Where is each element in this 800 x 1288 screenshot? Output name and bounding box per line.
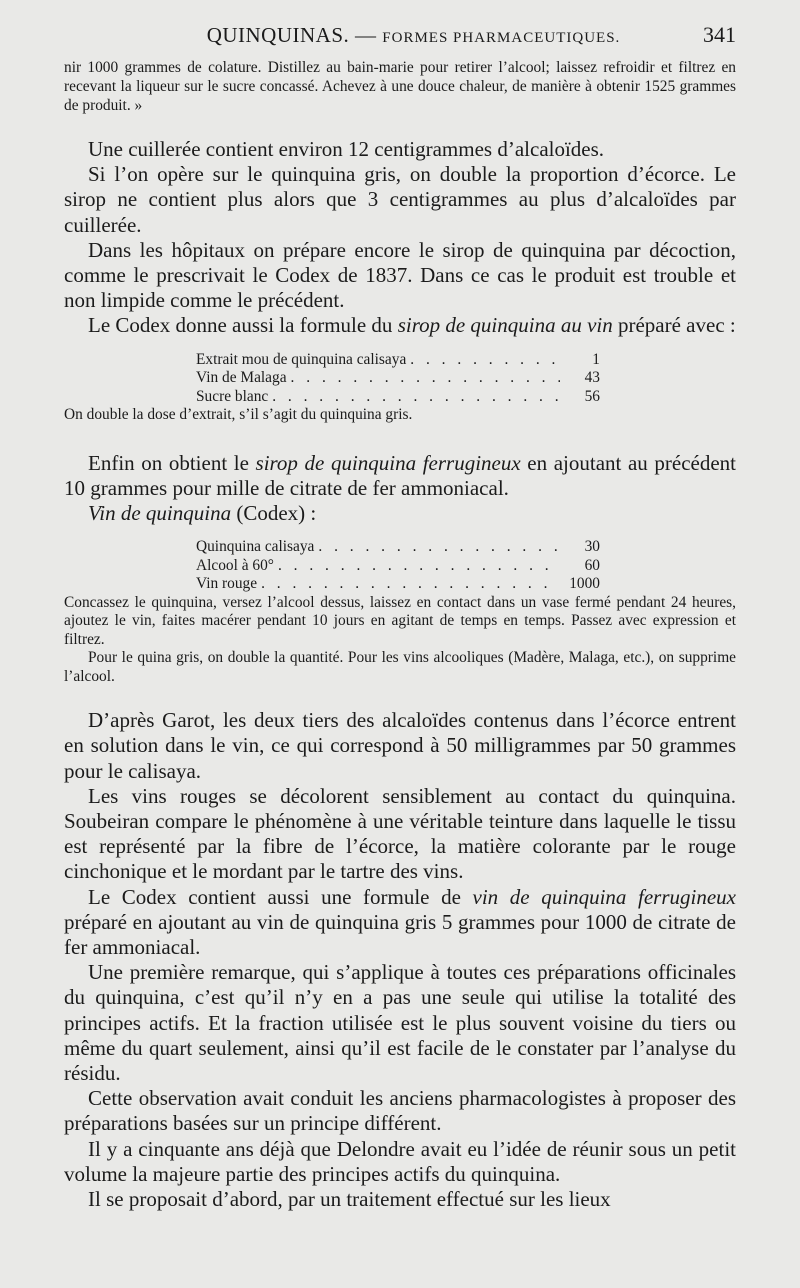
ingredient-name: Extrait mou de quinquina calisaya xyxy=(196,350,407,368)
paragraph-11: Cette observation avait conduit les anciens pharmacologistes à proposer des préparations basées sur un principe différent. xyxy=(64,1086,736,1136)
paragraph-5-b: en ajoutant au précédent 10 grammes pour mille de citrate de fer ammoniacal. xyxy=(64,450,736,500)
running-header xyxy=(64,22,736,52)
ingredient-quantity: 43 xyxy=(584,369,600,387)
paragraph-2: Si l’on opère sur le quinquina gris, on double la proportion d’écorce. Le sirop ne contient plus alors que 3 centigrammes au plus d’alcaloïdes par cuillerée. xyxy=(64,162,736,237)
paragraph-4 xyxy=(64,313,736,338)
paragraph-9-b: préparé en ajoutant au vin de quinquina gris 5 grammes pour 1000 de citrate de fer ammoniacal. xyxy=(64,909,736,960)
header-title: QUINQUINAS. xyxy=(206,23,350,47)
header-dash: — xyxy=(355,23,377,47)
paragraph-12: Il y a cinquante ans déjà que Delondre avait eu l’idée de réunir sous un petit volume la majeure partie des principes actifs du quinquina. xyxy=(64,1136,736,1186)
paragraph-4-a: Le Codex donne aussi la formule du xyxy=(88,313,398,338)
leader-dots xyxy=(406,351,560,370)
paragraph-6 xyxy=(64,501,736,526)
ingredient-name: Alcool à 60° xyxy=(196,556,274,574)
ingredient-quantity: 1 xyxy=(592,350,600,368)
paragraph-5-emphasis: sirop de quinquina ferrugineux xyxy=(255,450,521,475)
ingredient-name: Sucre blanc xyxy=(196,387,269,405)
paragraph-6-emphasis: Vin de quinquina xyxy=(88,501,232,526)
ingredient-quantity: 56 xyxy=(584,387,600,405)
paragraph-5 xyxy=(64,451,736,501)
paragraph-8: Les vins rouges se décolorent sensiblement au contact du quinquina. Soubeiran compare le phénomène à une véritable teinture dans laquelle le tissu est représenté par la fibre de l’écorce, la matière colorante par le rouge cinchonique et le mordant par le tartre des vins. xyxy=(64,783,736,884)
ingredient-name: Quinquina calisaya xyxy=(196,538,315,556)
paragraph-4-b: préparé avec : xyxy=(612,313,736,338)
ingredient-quantity: 1000 xyxy=(569,575,600,593)
leader-dots xyxy=(314,538,560,557)
paragraph-9-a: Le Codex contient aussi une formule de xyxy=(88,884,473,909)
paragraph-9-emphasis: vin de quinquina ferrugineux xyxy=(472,884,736,909)
paragraph-1: Une cuillerée contient environ 12 centigrammes d’alcaloïdes. xyxy=(88,137,605,161)
recipe-vin-de-quinquina xyxy=(196,538,600,594)
ingredient-name: Vin de Malaga xyxy=(196,369,287,387)
ingredient-name: Vin rouge xyxy=(196,575,258,593)
recipe-row xyxy=(196,575,600,594)
paragraph-5-a: Enfin on obtient le xyxy=(88,450,256,475)
paragraph-13: Il se proposait d’abord, par un traitement effectué sur les lieux xyxy=(88,1187,611,1212)
page-body xyxy=(64,58,736,1212)
recipe-row xyxy=(196,369,600,388)
recipe-sirop-au-vin xyxy=(196,351,600,407)
leader-dots xyxy=(274,557,560,576)
paragraph-9 xyxy=(64,885,736,961)
paragraph-6-b: (Codex) : xyxy=(231,501,317,526)
recipe-2-note-2: Pour le quina gris, on double la quantité. Pour les vins alcooliques (Madère, Malaga, etc.), on supprime l’alcool. xyxy=(64,649,736,685)
ingredient-quantity: 60 xyxy=(584,556,600,574)
leader-dots xyxy=(268,388,560,407)
paragraph-3: Dans les hôpitaux on prépare encore le sirop de quinquina par décoction, comme le prescrivait le Codex de 1837. Dans ce cas le produit est trouble et non limpide comme le précédent. xyxy=(64,237,736,313)
continued-note: nir 1000 grammes de colature. Distillez au bain-marie pour retirer l’alcool; laissez refroidir et filtrez en recevant la liqueur sur le sucre concassé. Achevez à une douce chaleur, de manière à obtenir 1525 grammes de produit. » xyxy=(64,59,736,114)
leader-dots xyxy=(257,575,560,594)
recipe-row xyxy=(196,388,600,407)
paragraph-4-emphasis: sirop de quinquina au vin xyxy=(397,313,613,338)
recipe-2-note-1: Concassez le quinquina, versez l’alcool dessus, laissez en contact dans un vase fermé pendant 24 heures, ajoutez le vin, faites macérer pendant 10 jours en agitant de temps en temps. Passez avec expression et filtrez. xyxy=(64,593,736,648)
header-subtitle: FORMES PHARMACEUTIQUES. xyxy=(382,30,621,46)
leader-dots xyxy=(287,369,560,388)
recipe-row xyxy=(196,538,600,557)
paragraph-10: Une première remarque, qui s’applique à toutes ces préparations officinales du quinquina, c’est qu’il n’y en a pas une seule qui utilise la totalité des principes actifs. Et la fraction utilisée est le plus souvent voisine du tiers ou même du quart seulement, ainsi qu’il est facile de le constater par l’analyse du résidu. xyxy=(64,960,736,1086)
page-number: 341 xyxy=(703,22,736,47)
running-title xyxy=(64,23,703,48)
recipe-1-note: On double la dose d’extrait, s’il s’agit du quinquina gris. xyxy=(64,406,413,424)
ingredient-quantity: 30 xyxy=(584,538,600,556)
recipe-row xyxy=(196,351,600,370)
paragraph-7: D’après Garot, les deux tiers des alcaloïdes contenus dans l’écorce entrent en solution dans le vin, ce qui correspond à 50 milligrammes par 50 grammes pour le calisaya. xyxy=(64,708,736,783)
recipe-row xyxy=(196,557,600,576)
